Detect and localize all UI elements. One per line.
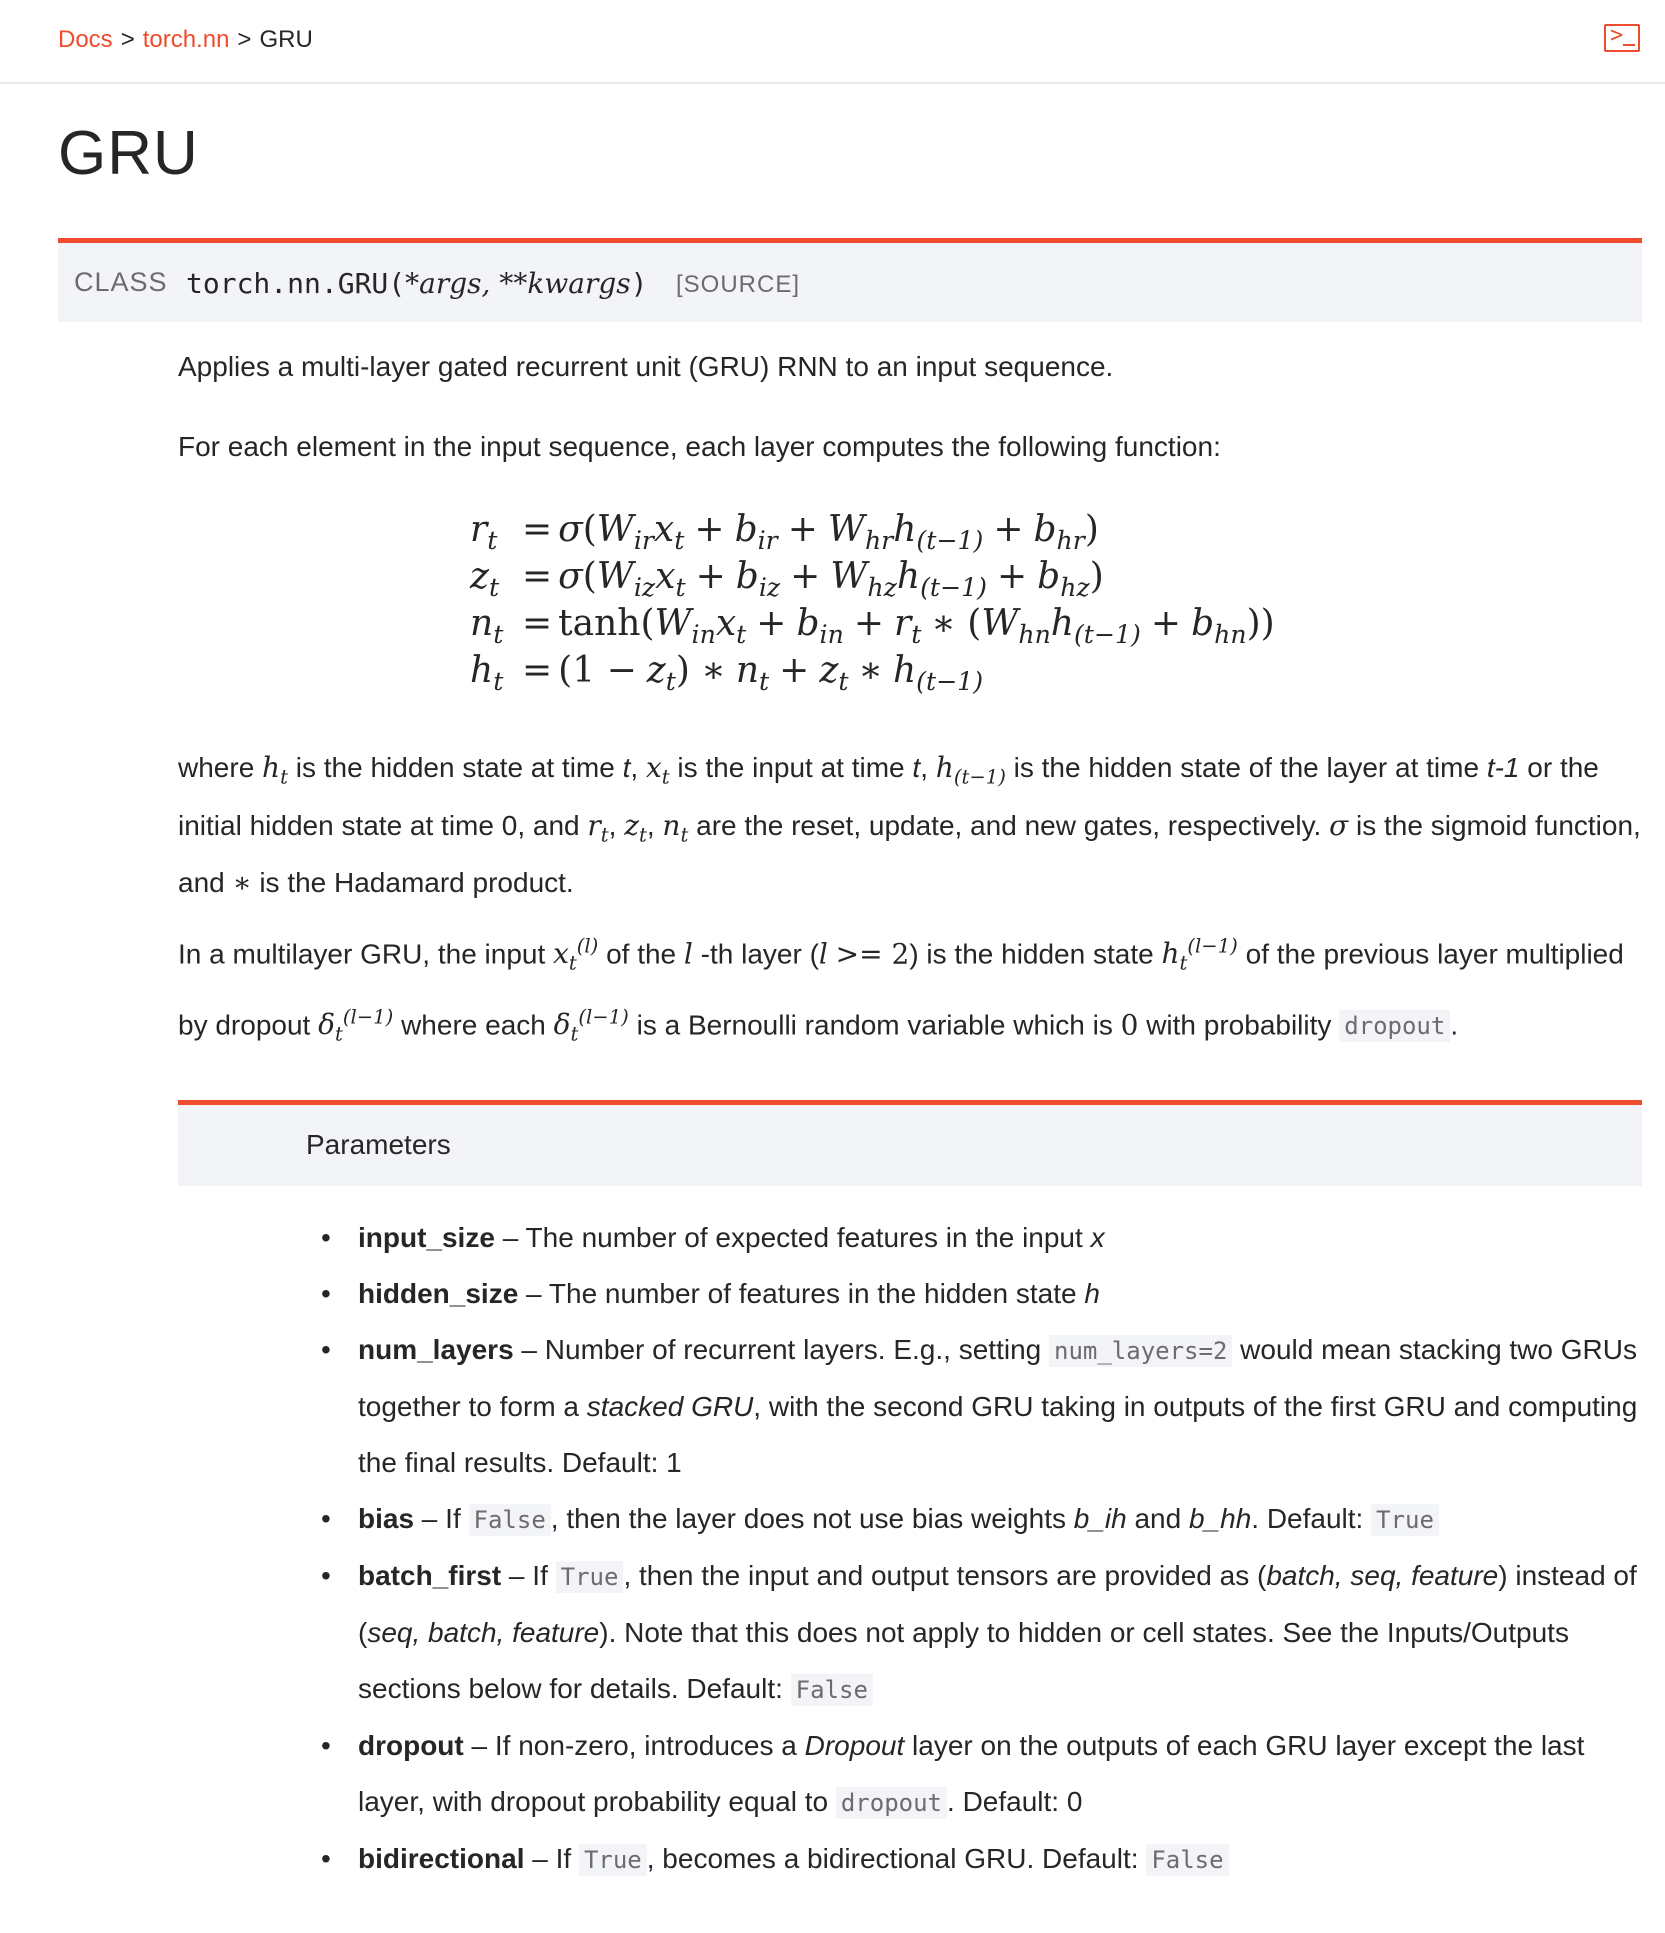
param-dash: – [414, 1503, 446, 1534]
source-link[interactable]: [SOURCE] [676, 271, 801, 298]
multilayer-text: ) is the hidden state [909, 938, 1154, 970]
param-description: The number of expected features in the input [525, 1222, 1091, 1253]
where-text: , [630, 752, 639, 783]
bullet-icon: • [321, 1334, 331, 1365]
where-text: is the hidden state of the layer at time [1013, 752, 1480, 783]
param-italic: b_ih [1073, 1503, 1127, 1534]
param-dash: – [518, 1278, 549, 1309]
param-code: True [1371, 1504, 1439, 1536]
where-text: sigmoid function, and [178, 809, 1641, 899]
class-label: CLASS [74, 267, 168, 297]
breadcrumb-docs-link[interactable]: Docs [58, 26, 113, 53]
list-item [306, 1266, 1642, 1322]
param-code: False [1146, 1844, 1228, 1876]
list-item [306, 1210, 1642, 1266]
parameters-header [178, 1100, 1642, 1186]
param-description: , with the second GRU taking in outputs of the first GRU and computing the final results. Default: 1 [358, 1391, 1638, 1478]
list-item [306, 1548, 1642, 1718]
list-item [306, 1831, 1642, 1888]
class-signature [58, 238, 1642, 322]
where-text: is the [1356, 809, 1423, 841]
param-italic: stacked GRU [586, 1391, 754, 1422]
bullet-icon: • [321, 1560, 331, 1591]
param-dash: – [494, 1222, 526, 1253]
param-description: If [445, 1503, 469, 1534]
where-text: or the initial hidden state at time [178, 752, 1599, 841]
list-item [306, 1491, 1642, 1548]
equation-reset-gate: $r_t = \sigma(W_{ir}x_t + b_{ir} + W_{hr}h_{(t-1)} + b_{hr})$ [470, 509, 1099, 556]
chevron-right-icon: > [1610, 23, 1624, 48]
bullet-icon: • [321, 1843, 331, 1874]
param-italic: Dropout [804, 1730, 905, 1761]
breadcrumb-separator: > [237, 26, 252, 53]
dropout-code: dropout [1339, 1010, 1450, 1042]
breadcrumb [58, 26, 313, 54]
where-text: are the reset, update, and new gates, respectively. [696, 809, 1322, 841]
param-description: If [555, 1843, 579, 1874]
bullet-icon: • [321, 1222, 331, 1253]
param-italic: h [1084, 1278, 1100, 1309]
param-name: bias [358, 1503, 415, 1534]
gru-equations [470, 505, 1370, 697]
bullet-icon: • [321, 1503, 331, 1534]
param-description: , then the input and output tensors are provided as ( [623, 1560, 1267, 1591]
multilayer-text: of the previous layer [1245, 938, 1498, 970]
param-code: dropout [836, 1787, 947, 1819]
bullet-icon: • [321, 1730, 331, 1761]
param-description: If non-zero, introduces a [494, 1730, 805, 1761]
param-name: input_size [358, 1222, 495, 1253]
param-dash: – [524, 1843, 556, 1874]
breadcrumb-separator: > [120, 26, 135, 53]
multilayer-text: with probability [1146, 1009, 1332, 1041]
param-description: . Default: 0 [947, 1786, 1083, 1817]
where-text: is the Hadamard product. [259, 867, 574, 899]
param-description: ). Note that this does not apply to hidden or cell states. See the Inputs/Outputs sections below for details. Default: [358, 1617, 1569, 1704]
multilayer-text: . [1450, 1009, 1459, 1041]
parameters-list [306, 1210, 1642, 1888]
signature-text [186, 267, 648, 300]
multilayer-text: -th layer ( [700, 938, 819, 970]
multilayer-text: of the [606, 938, 677, 970]
intro-paragraph-2: For each element in the input sequence, each layer computes the following function: [178, 431, 1221, 462]
multilayer-text: In a multilayer GRU, the input [178, 938, 546, 970]
param-code: False [469, 1504, 551, 1536]
parameters-label: Parameters [306, 1129, 451, 1160]
equation-new-gate: $n_t = \tanh(W_{in}x_t + b_{in} + r_t$ ∗ $(W_{hn}h_{(t-1)} + b_{hn})$) [470, 603, 1275, 650]
param-italic: seq, batch, feature [367, 1617, 600, 1648]
signature-args: *args, **kwargs [405, 267, 631, 300]
param-name: bidirectional [358, 1843, 525, 1874]
multilayer-paragraph: In a multilayer GRU, the input $x_t^{(l)}$ of the l -th layer (l >= 2) is the hidden state $h_t^{(l-1)}$ of the previous layer multiplied by dropout $\delta_t^{(l-1)}$ where each $\delta_t^{(l-1)}$ is a Bernoulli random variable which is 0 with probability dropout . [178, 935, 1624, 1046]
where-paragraph: where $h_t$ is the hidden state at time t, $x_t$ is the input at time t, $h_{(t-1)}$ is the hidden state of the layer at time t-1 or the initial hidden state at time 0, and $r_t$, $z_t$, $n_t$ are the reset, update, and new gates, respectively. σ is the sigmoid function, and ∗ is the Hadamard product. [178, 751, 1641, 900]
param-description: ) instead of ( [358, 1560, 1637, 1648]
underscore-icon [1623, 44, 1635, 46]
param-description: If [532, 1560, 556, 1591]
where-text: is the hidden state at time [295, 752, 615, 783]
param-description: layer on the outputs of each GRU layer except the last layer, with dropout probability equal to [358, 1730, 1585, 1817]
multilayer-text: is a Bernoulli random variable which is [636, 1009, 1113, 1041]
multilayer-text: where each [401, 1009, 546, 1041]
param-description: Number of recurrent layers. E.g., setting [544, 1334, 1049, 1365]
where-text: , and [517, 809, 580, 841]
list-item [306, 1718, 1642, 1831]
list-item [306, 1322, 1642, 1491]
param-description: The number of features in the hidden state [548, 1278, 1085, 1309]
param-italic: x [1090, 1222, 1105, 1253]
where-text: is the input at time [677, 752, 905, 783]
terminal-icon[interactable] [1604, 24, 1640, 52]
param-description: . Default: [1251, 1503, 1372, 1534]
page-title: GRU [58, 119, 199, 188]
param-description: would mean stacking two GRUs together to form a [358, 1334, 1637, 1422]
param-name: batch_first [358, 1560, 502, 1591]
param-italic: batch, seq, feature [1266, 1560, 1499, 1591]
param-code: True [556, 1561, 624, 1593]
param-description: and [1126, 1503, 1189, 1534]
signature-name: torch.nn.GRU( [186, 267, 406, 300]
param-dash: – [513, 1334, 545, 1365]
param-description: , then the layer does not use bias weights [550, 1503, 1074, 1534]
param-dash: – [463, 1730, 495, 1761]
bullet-icon: • [321, 1278, 331, 1309]
equation-update-gate: $z_t = \sigma(W_{iz}x_t + b_{iz} + W_{hz}h_{(t-1)} + b_{hz})$ [470, 556, 1104, 603]
param-code: num_layers=2 [1049, 1335, 1232, 1367]
multilayer-text: multiplied by dropout [178, 938, 1624, 1041]
breadcrumb-torch-nn-link[interactable]: torch.nn [142, 26, 230, 53]
top-bar [0, 0, 1665, 84]
param-italic: b_hh [1188, 1503, 1252, 1534]
param-dash: – [501, 1560, 533, 1591]
param-code: False [791, 1674, 873, 1706]
signature-close: ) [630, 267, 648, 300]
breadcrumb-current: GRU [259, 26, 313, 53]
where-text: where [178, 752, 255, 783]
param-name: num_layers [358, 1334, 514, 1365]
intro-paragraph-1: Applies a multi-layer gated recurrent unit (GRU) RNN to an input sequence. [178, 351, 1114, 382]
param-name: dropout [358, 1730, 464, 1761]
param-description: , becomes a bidirectional GRU. Default: [646, 1843, 1147, 1874]
param-name: hidden_size [358, 1278, 519, 1309]
param-code: True [579, 1844, 647, 1876]
where-text: , [920, 752, 928, 783]
equation-hidden-state: $h_t = (1 - z_t)$ ∗ $n_t + z_t$ ∗ $h_{(t-1)}$ [470, 650, 984, 697]
